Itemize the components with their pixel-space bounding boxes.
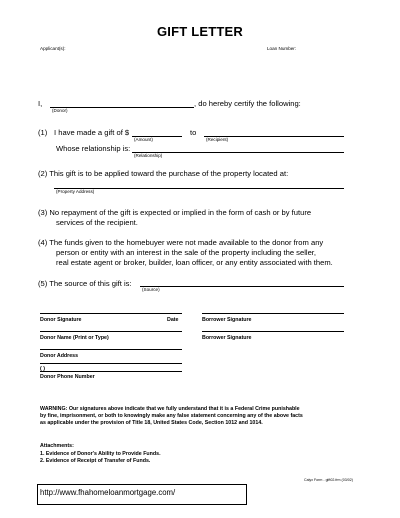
item3-line1: (3) No repayment of the gift is expected or implied in the form of cash or by future (38, 208, 312, 217)
donor-phone-label: Donor Phone Number (40, 374, 95, 380)
certify-text: , do hereby certify the following: (194, 99, 301, 108)
property-line (54, 188, 344, 189)
donor-phone-line (40, 371, 182, 372)
phone-parentheses: ( ) (40, 366, 45, 372)
item3-line2: services of the recipient. (56, 218, 138, 227)
source-line (140, 286, 344, 287)
borrower-signature-line (202, 313, 344, 314)
date-label: Date (167, 317, 179, 323)
applicants-label: Applicant(s): (40, 46, 66, 51)
recipient-caption: (Recipient) (206, 137, 229, 142)
relationship-line (132, 152, 344, 153)
relationship-text: Whose relationship is: (56, 144, 131, 153)
donor-signature-label: Donor Signature (40, 317, 82, 323)
item5-text: (5) The source of this gift is: (38, 279, 132, 288)
relationship-caption: (Relationship) (134, 153, 163, 158)
attachment-1: 1. Evidence of Donor's Ability to Provide Funds. (40, 451, 161, 457)
donor-name-line (40, 331, 182, 332)
item4-line3: real estate agent or broker, builder, loan officer, or any entity associated with them. (56, 258, 333, 267)
donor-line (50, 107, 194, 108)
to-text: to (190, 128, 197, 137)
warning-line2: by fine, imprisonment, or both to knowingly make any false statement concerning any of the above facts (40, 413, 303, 419)
donor-caption: (Donor) (52, 108, 68, 113)
borrower-signature2-line (202, 331, 344, 332)
warning-line1: WARNING: Our signatures above indicate that we fully understand that it is a Federal Crime punishable (40, 406, 300, 412)
item4-line1: (4) The funds given to the homebuyer were not made available to the donor from any (38, 238, 324, 247)
borrower-signature-label: Borrower Signature (202, 317, 252, 323)
attachments-title: Attachments: (40, 443, 74, 449)
document-title: GIFT LETTER (157, 24, 243, 39)
source-caption: (Source) (142, 287, 160, 292)
website-url[interactable]: http://www.fhahomeloanmortgage.com/ (40, 488, 176, 497)
donor-address-label: Donor Address (40, 353, 79, 359)
attachment-2: 2. Evidence of Receipt of Transfer of Funds. (40, 458, 151, 464)
property-caption: (Property Address) (56, 189, 95, 194)
donor-address-line (40, 349, 182, 350)
donor-name-label: Donor Name (Print or Type) (40, 335, 109, 341)
item1-number: (1) (38, 128, 48, 137)
warning-line3: as applicable under the provision of Title 18, United States Code, Section 1012 and 1014. (40, 420, 263, 426)
donor-signature-line (40, 313, 182, 314)
form-code: Calyx Form - gift02.frm (03/02) (304, 478, 353, 482)
donor-address-line2 (40, 363, 182, 364)
donor-prefix: I, (38, 99, 43, 108)
loan-number-label: Loan Number: (267, 46, 297, 51)
item2-text: (2) This gift is to be applied toward the purchase of the property located at: (38, 169, 289, 178)
item4-line2: person or entity with an interest in the sale of the property including the seller, (56, 248, 317, 257)
borrower-signature2-label: Borrower Signature (202, 335, 252, 341)
amount-caption: (Amount) (134, 137, 153, 142)
item1-text: I have made a gift of $ (54, 128, 130, 137)
